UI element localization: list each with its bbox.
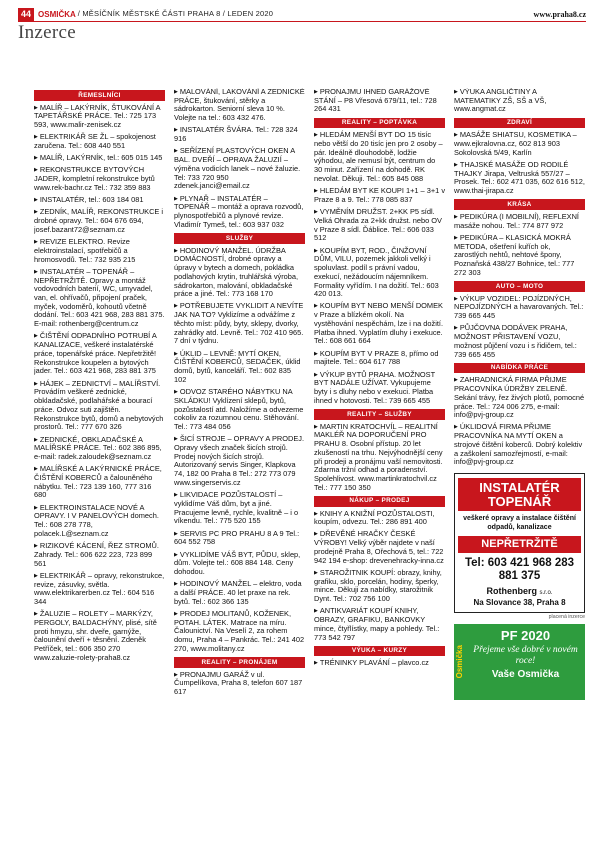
ad-body: Vyklízení sklepů, bytů, pozůstalostí atd. Naložíme a odvezeme cokoliv za rozumnou cenu. Stěhování. Tel.: 773 484 056 [174, 395, 304, 432]
ad-title: ▶ KOUPÍM BYT, ROD., ČINŽOVNÍ DŮM, VILU, [314, 246, 427, 264]
ad-title: ▶ MALOVÁNÍ, LAKOVÁNÍ A ZEDNICKÉ PRÁCE, [174, 88, 305, 105]
ad-title: ▶ ZAHRADNICKÁ FIRMA PŘIJME PRACOVNÍKA ÚDRŽBY ZELENĚ. [454, 375, 567, 393]
ad-title: ▶ PEDIKÚRA – KLASICKÁ MOKRÁ METODA, [454, 233, 571, 251]
ad-body: Tel.: 778 085 837 [355, 194, 413, 204]
classified-ad [34, 268, 165, 329]
ad-body: Tel.: 606 622 223, 723 899 561 [34, 549, 153, 568]
classified-ad [314, 88, 445, 114]
header-bar [18, 8, 586, 22]
ad-title: ▶ ELEKTRIKÁŘ – opravy, [34, 571, 118, 580]
ad-title: ▶ ODVOZ STARÉHO NÁBYTKU NA SKLÁDKU! [174, 387, 292, 405]
plumber-ad-company [458, 586, 581, 597]
ad-body: plisé, sítě proti hmyzu, shr. dveře, garnýže, čalounění dveří + těsnění. Zdeněk Petříček, tel.: 606 350 270 www.zaluzie-rolety-praha8.cz [34, 617, 157, 662]
pf-brand: Osmička [455, 645, 465, 679]
ad-title: ▶ SEŘÍZENÍ PLASTOVÝCH OKEN A BAL. DVEŘÍ – OPRAVA ŽALUZIÍ [174, 146, 295, 164]
ad-body: Opravy a montáž vodovodních baterií, WC, umyvadel, van, el. ohřívačů, připojení praček, myček, vodoměrů, kohoutů včetně dodání. Tel.: 603 421 968, 283 881 375. E-mail: rothenberg@centrum.cz [34, 275, 165, 329]
classified-ad [34, 572, 165, 607]
ad-title: ▶ THAJSKÉ MASÁŽE OD RODILÉ THAJKY [454, 160, 568, 178]
ad-title: ▶ REVIZE ELEKTRO. Revize elektroinstalací, spotřebičů a hromosvodů. [34, 237, 130, 263]
classified-ad [174, 302, 305, 346]
classified-ad [174, 147, 305, 191]
ad-body: ošetření kuřích ok, zarostlých nehtů, nehtové špony, Poznaňská 438/27 Bohnice, tel.: 777 272 303 [454, 241, 575, 277]
classified-ad [174, 350, 305, 385]
ad-title: ▶ ÚKLID – LEVNĚ: MYTÍ OKEN, ČIŠTĚNÍ KOBERCŮ, SEDAČEK, [174, 349, 283, 367]
ad-title: ▶ ÚKLIDOVÁ FIRMA PŘIJME PRACOVNÍKA NA MYTÍ OKEN [454, 422, 557, 440]
brand-name: OSMIČKA [38, 9, 76, 19]
ad-title: ▶ ZEDNICKÉ, OBKLADAČSKÉ A MALÍŘSKÉ PRÁCE. [34, 435, 143, 453]
classified-ad [454, 234, 585, 278]
classified-ad [314, 208, 445, 243]
ad-title: ▶ ANTIKVARIÁT KOUPÍ KNIHY, OBRAZY, GRAFIKU, BANKOVKY [314, 606, 425, 624]
pf-main [466, 624, 585, 700]
ad-title: ▶ DŘEVĚNÉ HRAČKY ČESKÉ VÝROBY! [314, 529, 415, 547]
page-header [18, 8, 586, 43]
ad-title: ▶ PRODEJ MOLITANŮ, KOŽENEK, POTAH. LÁTEK. [174, 609, 291, 627]
ad-title: ▶ ČIŠTĚNÍ ODPADNÍHO POTRUBÍ A KANALIZACE, [34, 331, 156, 349]
ad-body: plavco.cz [398, 658, 429, 668]
ad-title: ▶ ELEKTRIKÁŘ SE ŽL – spokojenost zaručena. [34, 132, 156, 150]
classified-ad [174, 88, 305, 123]
ad-body: 15 tisíc nebo větší do 20 tisíc jen pro 2 osoby – pár. Ideálně dlouhodobě, lodžie výhodou, ale nemusí být, centrum do 30 minut. Zařízení na dohodě. RK nevolat. Děkuji. Tel.: 605 845 088 [314, 130, 443, 183]
classified-ad [174, 435, 305, 487]
ad-body: sídl. Velká Ohrada za 2+kk družst. nebo OV v Praze 8 sídl. Ďáblice. Tel.: 606 033 512 [314, 207, 442, 243]
ad-body: Opravy všech značek šicích strojů. Prodej nových šicích strojů. Autorizovaný servis Singer, Klapkova 74, 182 00 Praha 8 Tel.: 272 773 079 www.singerservis.cz [174, 442, 296, 487]
ad-title: ▶ MALÍŘ, LAKÝRNÍK, [34, 153, 105, 162]
ad-body: a čalouněného nábytku. Tel.: 723 139 160, 777 316 680 [34, 472, 153, 500]
ad-body: Čumpelíkova, Praha 8, telefon 607 187 617 [174, 678, 303, 697]
ad-body: tel.: 605 015 145 [107, 153, 163, 163]
ad-title: ▶ ZEDNÍK, MALÍŘ, REKONSTRUKCE i drobné opravy. [34, 207, 163, 225]
ad-body: Tel.: 602 386 895, e-mail: radek.zaloudek@seznam.cz [34, 443, 162, 461]
ad-body: Tel.: 604 676 694, josef.bazant72@seznam.cz [34, 216, 144, 234]
classified-ad [34, 166, 165, 192]
ad-title: ▶ ELEKTROINSTALACE NOVÉ A OPRAVY. I V PANELOVÝCH [34, 503, 144, 521]
ad-body: přímo od majitele. Tel.: 604 617 788 [314, 348, 439, 367]
classified-ad [34, 542, 165, 568]
column-4-list [454, 88, 585, 467]
plumber-ad-phone: Tel: 603 421 968 283 881 375 [464, 556, 575, 583]
classified-ad [34, 436, 165, 462]
classified-ad [314, 131, 445, 183]
classified-ad [174, 491, 305, 526]
ad-body: Vykupujeme byty i s dluhy nebo v exekuci. Platba ihned v hotovosti. Tel.: 739 665 455 [314, 378, 434, 405]
ad-body: Matrace na míru. Čalounictví. Na Veselí 2, za rohem domu, Praha 4 – Pankrác. Tel.: 241 402 270, www.molitany.cz [174, 617, 305, 653]
plumber-ad-heading: INSTALATÉR TOPENÁŘ [458, 478, 581, 511]
ad-body: a havarovaných. Tel.: 739 665 445 [454, 302, 584, 321]
ad-body: a strojové čištění koberců. Dobrý kolektiv a zaškolení samozřejmostí, e-mail: info@pvj-group.cz [454, 431, 583, 467]
ad-body: drobné opravy a úpravy v bytech a domech, pokládka podlahových krytin, truhlářská výroba, sádrokarton, malování, obkladačské práce a jiné. Tel.: 773 168 170 [174, 254, 299, 299]
ad-body: DOMEK v Praze a blízkém okolí. Na vystěhování nespěchám, lze i na dožití. Platba ihned. Vyplatím dluhy i exekuce. Tel.: 608 661 664 [314, 301, 443, 346]
classified-ad [314, 247, 445, 299]
classified-ad [174, 580, 305, 606]
ad-body: rekonstrukce, revize, zásuvky, světla. www.elektrikarerben.cz Tel.: 604 516 344 [34, 570, 165, 606]
classified-ad [314, 350, 445, 367]
ad-title: ▶ REKONSTRUKCE BYTOVÝCH JADER, kompletní rekonstrukce bytů [34, 165, 155, 183]
pf-title: PF 2020 [500, 627, 551, 643]
ad-title: ▶ HODINOVÝ MANŽEL – elektro, [174, 579, 284, 588]
column-2 [174, 88, 305, 848]
section-header: VÝUKA – KURZY [314, 646, 445, 657]
ad-title: ▶ MASÁŽE SHIATSU, KOSMETIKA – [454, 130, 577, 139]
paid-ad-label: placená inzerce [548, 613, 585, 620]
ad-title: ▶ VÝUKA ANGLIČTINY A MATEMATIKY ZŠ, SŠ a VŠ, [454, 88, 546, 105]
ad-body: – montáž a oprava rozvodů, plynospotřebičů a plynové revize. Vladimír Tymeš, tel.: 603 937 032 [174, 202, 304, 229]
classified-ad [314, 510, 445, 527]
issue-label: / MĚSÍČNÍK MĚSTSKÉ ČÁSTI PRAHA 8 / LEDEN 2020 [77, 9, 274, 19]
classified-ad [314, 187, 445, 204]
ad-title: ▶ ŠICÍ STROJE – OPRAVY A PRODEJ. [174, 434, 304, 443]
ad-body: veškeré instalatérské práce, topenářské práce. Nepřetržitě! Rekonstrukce koupelen a bytových jader. Tel.: 603 421 968, 283 881 375 [34, 340, 157, 376]
section-header: KRÁSA [454, 199, 585, 210]
classified-ad [314, 607, 445, 642]
section-header: REALITY – PRONÁJEM [174, 657, 305, 668]
classified-ad [314, 371, 445, 406]
ad-body: Jirapa, Veltruská 557/27 – Prosek. Tel.: 602 471 035, 602 616 512, www.thai-jirapa.cz [454, 168, 585, 196]
ad-title: ▶ POTŘEBUJETE VYKLIDIT A NEVÍTE JAK NA TO? [174, 301, 303, 319]
company-name: Rothenberg [486, 586, 537, 597]
ad-body: Tel.: 725 173 593, www.malir-zenisek.cz [34, 111, 157, 130]
classified-ad [174, 388, 305, 432]
classified-ad [34, 154, 165, 163]
classified-ad [34, 133, 165, 150]
classified-ad [454, 131, 585, 157]
ad-title: ▶ MARTIN KRATOCHVÍL – REALITNÍ MAKLÉŘ NA DOPORUČENÍ PRO PRAHU 8. [314, 422, 438, 448]
ad-body: Tel.: 728 324 916 [174, 125, 298, 144]
column-1 [34, 88, 165, 848]
section-header: REALITY – POPTÁVKA [314, 118, 445, 129]
section-header: NABÍDKA PRÁCE [454, 363, 585, 374]
ad-body: Tel.: 604 552 758 [174, 528, 300, 547]
ad-title: ▶ MALÍŘSKÉ A LAKÝRNICKÉ PRÁCE, ČIŠTĚNÍ KOBERCŮ [34, 464, 162, 482]
column-4 [454, 88, 585, 848]
page-title: Inzerce [18, 22, 76, 43]
classified-ad [454, 423, 585, 467]
section-header: AUTO – MOTO [454, 281, 585, 292]
ad-body: Osobní přístup. 20 let zkušeností na trhu. Nejvýhodnější ceny při prodeji a pronájmu vaší nemovitosti. Zdarma tržní odhad a poradenství. Spolehlivost. www.martinkratochvil.cz Tel.: 777 150 350 [314, 439, 443, 492]
classified-ad [454, 324, 585, 359]
page-number: 44 [18, 8, 34, 21]
website-link[interactable]: www.praha8.cz [533, 9, 586, 19]
ad-title: ▶ PŮJČOVNA DODÁVEK PRAHA, MOŽNOST PŘISTAVENÍ VOZU, [454, 323, 567, 341]
ad-body: možnost půjčení vozu i s řidičem, tel.: 739 665 455 [454, 340, 577, 359]
ad-title: ▶ HÁJEK – ZEDNICTVÍ – MALÍŘSTVÍ. [34, 379, 160, 388]
ad-body: www.angmat.cz [454, 104, 506, 114]
classified-ad [454, 161, 585, 196]
pf-brand-vertical [454, 624, 466, 700]
ad-title: ▶ ŽALUZIE – ROLETY – MARKÝZY, PERGOLY, BALDACHÝNY, [34, 609, 153, 627]
classified-ad [34, 196, 165, 205]
ad-title: ▶ VYMĚNÍM DRUŽST. 2+KK P5 [314, 207, 419, 216]
ad-body: Provádím veškeré zednické, obkladačské, podlahářské a bourací práce. Odvoz suti zajištěn. Rekonstrukce bytů, domů a nebytových prostorů. Tel.: 777 670 326 [34, 387, 164, 432]
classified-ad [454, 88, 585, 114]
ad-title: ▶ PLYNAŘ – INSTALATÉR – TOPENÁŘ [174, 194, 268, 212]
ad-body: Velký výběr najdete v naší prodejně Praha 8, Ořechová 5, tel.: 722 942 194 e-shop: drevenehracky-inna.cz [314, 538, 444, 565]
ad-body: štukování, stěrky a sádrokarton. Seniorní sleva 10 %. Volejte na tel.: 603 432 476. [174, 95, 285, 123]
plumber-ad-nonstop: NEPŘETRŽITĚ [458, 536, 581, 553]
section-header: REALITY – SLUŽBY [314, 409, 445, 420]
company-suffix: s.r.o. [539, 590, 553, 597]
ad-title: ▶ KOUPÍM BYT NEBO MENŠÍ [314, 301, 414, 310]
section-header: ŘEMESLNÍCI [34, 90, 165, 101]
classified-ad [174, 530, 305, 547]
ad-body: koupím, odvezu. Tel.: 286 891 400 [314, 517, 427, 527]
plumber-ad-subtitle: veškeré opravy a instalace čištění odpadů, kanalizace [463, 515, 576, 531]
classified-ad [34, 504, 165, 539]
classified-ad [174, 551, 305, 577]
pf-greeting-box [454, 624, 585, 700]
classified-ad [174, 195, 305, 230]
pf-wish: Přejeme vše dobré v novém roce! [473, 645, 578, 666]
classifieds-columns [34, 88, 586, 848]
ad-body: Tel.: 608 440 551 [68, 140, 126, 150]
classified-ad [34, 208, 165, 234]
ad-title: ▶ VYKLIDÍME VÁŠ BYT, PŮDU, [174, 550, 279, 559]
classified-ad [314, 569, 445, 604]
ad-body: www.rek-bachr.cz Tel.: 732 359 883 [34, 182, 151, 192]
ad-body: mince, čtyřlístky, mapy a pohledy. Tel.: 773 542 797 [314, 623, 440, 642]
section-header: SLUŽBY [174, 233, 305, 244]
ad-title: ▶ HODINOVÝ MANŽEL. ÚDRŽBA DOMÁCNOSTÍ, [174, 246, 285, 264]
classified-ad [34, 104, 165, 130]
classified-ad [34, 380, 165, 432]
column-3 [314, 88, 445, 848]
ad-body: – výměna vodicích lanek – nové žaluzie. Tel: 733 720 950 zdenek.janci@email.cz [174, 155, 301, 191]
ad-body: – vyklidíme Váš dům, byt a jiné. Pracujeme levně, rychle, kvalitně – i o víkendu. Tel.: 775 520 155 [174, 490, 299, 526]
classified-ad [174, 126, 305, 143]
ad-body: pozemek jakkoli velký i spoluvlast. podíl s právní vadou, exekucí, nežádoucím nájemníkem. Formality vyřídím. I na dožití. Tel.: 603 420 013. [314, 254, 439, 299]
classified-ad [174, 247, 305, 299]
classified-ad [34, 238, 165, 264]
ad-body: www.ejkralovna.cz, 602 813 903 Sokolovská 5/49, Karlín [454, 138, 560, 157]
classified-ad [454, 213, 585, 230]
ad-title: ▶ PEDIKÚRA (I MOBILNÍ), REFLEXNÍ masáže nohou. [454, 212, 579, 230]
ad-title: ▶ INSTALATÉR ŠVÁRA. [174, 125, 254, 134]
classified-ad [314, 530, 445, 565]
ad-title: ▶ VÝKUP BYTŮ PRAHA. MOŽNOST BYT NADÁLE UŽÍVAT. [314, 370, 435, 388]
ad-body: Vyklizíme a odvážíme z těchto míst: půdy, byty, sklepy, dvorky, zahrádky atd. Levně. Tel.: 702 410 965. 7 dní v týdnu. [174, 310, 304, 346]
ad-title: ▶ MALÍŘ – LAKÝRNÍK, ŠTUKOVÁNÍ A TAPETÁŘSKÉ PRÁCE. [34, 103, 160, 121]
ad-body: obrazy, knihy, grafiku, sklo, porcelán, hodiny, šperky, mince. Děkuji za nabídky, starožitnik Dynt. Tel.: 702 756 100 [314, 567, 442, 604]
classified-ad [314, 659, 445, 668]
pf-signature: Vaše Osmička [491, 669, 560, 681]
ad-body: úklid domů, bytů, kanceláří. Tel.: 602 835 102 [174, 357, 301, 384]
ad-body: Sekání trávy, řez živých plotů, pomocné práce. Tel.: 724 006 275, e-mail: info@pvj-group.cz [454, 392, 585, 420]
ad-title: ▶ HLEDÁM BYT KE KOUPI 1+1 – 3+1 v Praze 8 a 9. [314, 186, 445, 204]
classified-ad [314, 302, 445, 346]
ad-title: ▶ KOUPÍM BYT V PRAZE 8, [314, 349, 407, 358]
plumber-ad-address: Na Slovance 38, Praha 8 [473, 598, 566, 608]
ad-title: ▶ VÝKUP VOZIDEL: POJÍZDNÝCH, NEPOJÍZDNÝCH [454, 294, 572, 312]
ad-body: Tel.: 732 935 215 [78, 254, 136, 264]
ad-body: Tel.: 774 877 972 [506, 220, 564, 230]
ad-body: domech. Tel.: 608 278 778, polacek.L@seznam.cz [34, 511, 159, 538]
classified-ad [174, 610, 305, 654]
ad-title: ▶ KNIHY A KNIŽNÍ POZŮSTALOSTI, [314, 509, 435, 518]
ad-title: ▶ PRONAJMU GARÁŽ v ul. [174, 670, 264, 679]
classified-ad [34, 332, 165, 376]
ad-body: voda a další PRÁCE. 40 let praxe na rek. bytů. Tel.: 602 366 135 [174, 579, 302, 606]
classified-ad [454, 376, 585, 420]
ad-title: ▶ PRONAJMU IHNED GARÁŽOVÉ STÁNÍ – P8 [314, 88, 430, 105]
ad-title: ▶ LIKVIDACE POZŮSTALOSTÍ [174, 490, 276, 499]
ad-title: ▶ INSTALATÉR – TOPENÁŘ – NEPŘETRŽITĚ. [34, 267, 134, 285]
classified-ad [34, 465, 165, 500]
classified-ad [314, 423, 445, 493]
plumber-ad-box [454, 473, 585, 613]
ad-title: ▶ RIZIKOVÉ KÁCENÍ, ŘEZ STROMŮ. Zahrady. [34, 541, 159, 559]
classified-ad [34, 610, 165, 662]
classified-ad [454, 295, 585, 321]
ad-body: Vřesová 679/11, tel.: 728 264 431 [314, 95, 437, 114]
ad-title: ▶ INSTALATÉR, tel.: 603 184 081 [34, 195, 144, 204]
classified-ad [174, 671, 305, 697]
ad-title: ▶ TRÉNINKY PLAVÁNÍ – [314, 658, 396, 667]
ad-title: ▶ SERVIS PC PRO PRAHU 8 A 9 [174, 529, 284, 538]
ad-body: sklep, dům. Volejte tel.: 608 884 148. Ceny dohodou. [174, 549, 301, 577]
section-header: ZDRAVÍ [454, 118, 585, 129]
section-header: NÁKUP – PRODEJ [314, 496, 445, 507]
ad-title: ▶ HLEDÁM MENŠÍ BYT DO [314, 130, 406, 139]
ad-title: ▶ STAROŽITNIK KOUPÍ: [314, 568, 395, 577]
